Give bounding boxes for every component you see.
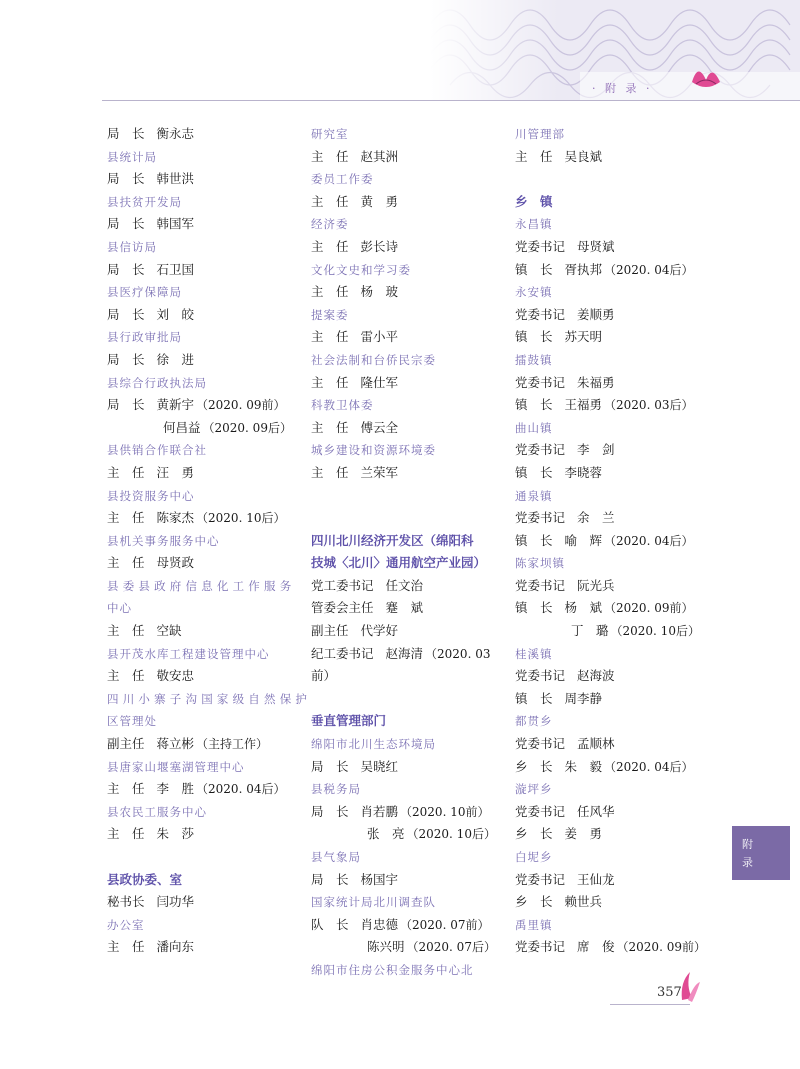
- person-entry: [515, 439, 705, 462]
- person-entry: [515, 597, 705, 620]
- side-tab: [732, 826, 790, 880]
- person-role: 局 长: [311, 803, 349, 819]
- person-entry: [311, 575, 501, 598]
- term-note: （2020. 04后）: [604, 262, 694, 277]
- person-name: 汪 勇: [156, 464, 195, 480]
- org-heading: 办公室: [107, 917, 145, 932]
- section-heading: 垂直管理部门: [311, 713, 387, 729]
- term-note: （2020. 07后）: [406, 940, 496, 955]
- person-role: 主 任: [107, 555, 145, 571]
- person-role: 镇 长: [515, 261, 553, 277]
- person-name: 肖忠德: [360, 916, 399, 932]
- person-role: 副主任: [107, 736, 145, 752]
- person-entry: [311, 462, 501, 485]
- term-note: （2020. 04后）: [604, 759, 694, 774]
- org-heading: 经济委: [311, 217, 349, 232]
- section-heading: 技城〈北川〉通用航空产业园）: [311, 555, 487, 571]
- person-name: 赵海清: [385, 645, 424, 661]
- header-label: · 附 录 ·: [592, 82, 653, 95]
- person-name: 敬安忠: [156, 668, 195, 684]
- person-role: 局 长: [107, 261, 145, 277]
- person-name: 李 剑: [577, 442, 615, 458]
- person-name: 阮光兵: [577, 577, 615, 593]
- person-role: 局 长: [107, 126, 145, 141]
- person-role: 局 长: [107, 351, 145, 367]
- person-entry: [311, 801, 501, 824]
- person-role: 乡 长: [515, 758, 553, 774]
- person-name: 衡永志: [156, 126, 195, 141]
- term-note: （2020. 10后）: [610, 624, 700, 639]
- person-entry: [107, 733, 297, 756]
- person-name: 姜 勇: [564, 826, 603, 842]
- person-entry: [107, 665, 297, 688]
- person-role: 党委书记: [515, 238, 566, 254]
- person-name: 傅云全: [360, 419, 399, 435]
- person-entry: [107, 417, 297, 440]
- person-name: 杨国宇: [360, 871, 399, 887]
- org-heading: 擂鼓镇: [515, 352, 553, 367]
- person-name: 彭长诗: [360, 238, 399, 254]
- person-entry: [311, 281, 501, 304]
- column-2: [311, 123, 501, 982]
- person-role: 主 任: [515, 148, 553, 164]
- section-heading: 县政协委、室: [107, 871, 183, 887]
- person-name: 吴良斌: [564, 148, 603, 164]
- person-role: 局 长: [311, 758, 349, 774]
- person-role: 镇 长: [515, 532, 553, 548]
- person-name: 雷小平: [360, 329, 399, 345]
- person-role: 主 任: [107, 510, 145, 526]
- person-role: 镇 长: [515, 464, 553, 480]
- org-heading: 曲山镇: [515, 420, 553, 435]
- org-heading: 县统计局: [107, 149, 157, 164]
- person-entry: [515, 507, 705, 530]
- person-entry: [107, 259, 297, 282]
- term-note: （2020. 09前）: [604, 601, 694, 616]
- person-entry: [107, 168, 297, 191]
- org-heading: 委员工作委: [311, 172, 374, 187]
- person-entry: [107, 394, 297, 417]
- term-note: （2020. 04后）: [196, 782, 286, 797]
- person-name: 王仙龙: [577, 871, 615, 887]
- org-heading: 区管理处: [107, 714, 157, 729]
- continuation-text: 前）: [311, 668, 337, 684]
- term-note: （2020. 10后）: [196, 511, 286, 526]
- person-role: 镇 长: [515, 600, 553, 616]
- org-heading: 科教卫体委: [311, 398, 374, 413]
- person-name: 朱 莎: [156, 826, 195, 842]
- org-heading: 县农民工服务中心: [107, 804, 207, 819]
- section-heading: 四川北川经济开发区（绵阳科: [311, 532, 474, 548]
- column-1: [107, 123, 312, 959]
- person-role: 主 任: [311, 464, 349, 480]
- person-name: 韩国军: [156, 216, 195, 232]
- person-role: 党委书记: [515, 306, 566, 322]
- person-name: 空缺: [156, 623, 182, 639]
- person-role: 党委书记: [515, 939, 566, 955]
- person-name: 赵其洲: [360, 148, 399, 164]
- person-name: 杨 玻: [360, 284, 399, 300]
- person-role: 主 任: [311, 148, 349, 164]
- person-entry: [515, 372, 705, 395]
- person-entry: [107, 936, 297, 959]
- person-role: 党委书记: [515, 668, 566, 684]
- person-name: 赵海波: [577, 668, 615, 684]
- term-note: （2020. 09前）: [616, 940, 706, 955]
- person-role: 镇 长: [515, 690, 553, 706]
- person-role: 局 长: [107, 171, 145, 187]
- person-entry: [515, 326, 705, 349]
- person-entry: [515, 394, 705, 417]
- header-rule: [102, 100, 800, 101]
- term-note: （主持工作）: [196, 737, 269, 752]
- person-entry: [311, 914, 501, 937]
- person-name: 闫功华: [156, 894, 195, 910]
- person-role: 主 任: [311, 419, 349, 435]
- person-name: 喻 辉: [564, 532, 603, 548]
- person-entry: [515, 259, 705, 282]
- person-name: 孟顺林: [577, 736, 615, 752]
- person-role: 党委书记: [515, 442, 566, 458]
- term-note: （2020. 04后）: [604, 533, 694, 548]
- person-entry: [311, 869, 501, 892]
- org-heading: 县信访局: [107, 239, 157, 254]
- person-name: 母贤斌: [577, 238, 615, 254]
- person-entry: [515, 756, 705, 779]
- person-entry: [515, 891, 705, 914]
- org-heading: 提案委: [311, 307, 349, 322]
- person-name: 赖世兵: [564, 894, 603, 910]
- org-heading: 通泉镇: [515, 488, 553, 503]
- org-heading: 县供销合作联合社: [107, 443, 207, 458]
- person-role: 党委书记: [515, 736, 566, 752]
- org-heading: 川管理部: [515, 127, 565, 141]
- person-entry: [515, 620, 705, 643]
- person-entry: [515, 869, 705, 892]
- org-heading: 白坭乡: [515, 850, 553, 864]
- org-heading: 县综合行政执法局: [107, 375, 207, 390]
- person-entry: [107, 462, 297, 485]
- person-name: 余 兰: [577, 510, 615, 526]
- org-heading: 县行政审批局: [107, 330, 182, 345]
- person-role: 党工委书记: [311, 577, 374, 593]
- person-name: 朱福勇: [577, 374, 615, 390]
- org-heading: 永昌镇: [515, 217, 553, 232]
- org-heading: 县机关事务服务中心: [107, 533, 220, 548]
- side-tab-line-1: 附: [742, 838, 753, 851]
- person-role: 管委会主任: [311, 600, 374, 616]
- person-name: 王福勇: [564, 397, 603, 413]
- person-name: 刘 皎: [156, 306, 195, 322]
- org-heading: 禹里镇: [515, 917, 553, 932]
- org-heading: 文化文史和学习委: [311, 262, 411, 277]
- person-role: 主 任: [311, 374, 349, 390]
- blank-line: [311, 507, 501, 530]
- blank-line: [107, 846, 297, 869]
- person-entry: [515, 936, 705, 959]
- person-role: 主 任: [107, 781, 145, 797]
- person-entry: [107, 620, 297, 643]
- person-entry: [515, 575, 705, 598]
- person-role: 主 任: [107, 826, 145, 842]
- person-role: 主 任: [311, 284, 349, 300]
- term-note: （2020. 03: [425, 646, 491, 661]
- person-entry: [515, 530, 705, 553]
- person-name: 姜顺勇: [577, 306, 615, 322]
- person-name: 兰荣军: [360, 464, 399, 480]
- person-role: 秘书长: [107, 894, 145, 910]
- person-role: 局 长: [107, 306, 145, 322]
- org-heading: 绵阳市住房公积金服务中心北: [311, 962, 474, 977]
- person-name: 石卫国: [156, 261, 195, 277]
- person-name: 杨 斌: [564, 600, 603, 616]
- person-role: 乡 长: [515, 894, 553, 910]
- person-role: 局 长: [311, 871, 349, 887]
- person-entry: [515, 688, 705, 711]
- person-entry: [515, 304, 705, 327]
- org-heading: 城乡建设和资源环境委: [311, 443, 436, 458]
- org-heading: 都贯乡: [515, 714, 553, 729]
- org-heading: 陈家坝镇: [515, 556, 565, 571]
- org-heading: 县投资服务中心: [107, 488, 195, 503]
- person-role: 主 任: [311, 329, 349, 345]
- org-heading: 县医疗保障局: [107, 285, 182, 300]
- person-entry: [311, 326, 501, 349]
- person-name: 韩世洪: [156, 171, 195, 187]
- blank-line: [515, 168, 705, 191]
- person-entry: [107, 349, 297, 372]
- person-name: 张 亮: [367, 826, 405, 842]
- person-name: 母贤政: [156, 555, 195, 571]
- person-entry: [107, 823, 297, 846]
- org-heading: 中心: [107, 601, 132, 616]
- side-tab-line-2: 录: [742, 856, 753, 869]
- person-role: 纪工委书记: [311, 645, 374, 661]
- section-heading: 乡 镇: [515, 193, 553, 209]
- org-heading: 桂溪镇: [515, 646, 553, 661]
- person-entry: [107, 552, 297, 575]
- person-name: 吴晓红: [360, 758, 399, 774]
- person-name: 何昌益: [163, 419, 201, 435]
- person-role: 镇 长: [515, 329, 553, 345]
- person-name: 周李静: [564, 690, 603, 706]
- person-role: 党委书记: [515, 871, 566, 887]
- person-name: 陈兴明: [367, 939, 405, 955]
- person-entry: [311, 756, 501, 779]
- person-role: 主 任: [311, 193, 349, 209]
- person-entry: [311, 936, 501, 959]
- org-heading: 社会法制和台侨民宗委: [311, 352, 436, 367]
- person-entry: [515, 801, 705, 824]
- blank-line: [311, 485, 501, 508]
- person-name: 李 胜: [156, 781, 195, 797]
- person-name: 席 俊: [577, 939, 615, 955]
- person-role: 局 长: [107, 397, 145, 413]
- org-heading: 县扶贫开发局: [107, 194, 182, 209]
- person-entry: [311, 146, 501, 169]
- person-name: 任风华: [577, 803, 615, 819]
- org-heading: 漩坪乡: [515, 782, 553, 797]
- person-entry: [107, 507, 297, 530]
- person-entry: [107, 778, 297, 801]
- person-role: 主 任: [107, 939, 145, 955]
- person-entry: [311, 823, 501, 846]
- person-name: 隆仕军: [360, 374, 399, 390]
- person-role: 局 长: [107, 216, 145, 232]
- person-entry: [311, 236, 501, 259]
- person-entry: [311, 643, 501, 666]
- org-heading: 研究室: [311, 127, 349, 141]
- person-role: 镇 长: [515, 397, 553, 413]
- lotus-icon: [678, 968, 702, 1008]
- person-entry: [311, 191, 501, 214]
- person-entry: [311, 372, 501, 395]
- term-note: （2020. 09后）: [202, 420, 292, 435]
- person-name: 潘向东: [156, 939, 195, 955]
- person-name: 徐 进: [156, 351, 195, 367]
- person-role: 主 任: [311, 238, 349, 254]
- org-heading: 四川小寨子沟国家级自然保护: [107, 691, 312, 706]
- person-entry: [311, 597, 501, 620]
- org-heading: 县唐家山堰塞湖管理中心: [107, 759, 245, 774]
- org-heading: 县开茂水库工程建设管理中心: [107, 646, 270, 661]
- term-note: （2020. 09前）: [196, 398, 286, 413]
- org-heading: 国家统计局北川调查队: [311, 895, 436, 910]
- person-name: 李晓蓉: [564, 464, 603, 480]
- person-entry: [311, 620, 501, 643]
- person-name: 肖若鹏: [360, 803, 399, 819]
- person-name: 蹇 斌: [385, 600, 424, 616]
- person-role: 党委书记: [515, 803, 566, 819]
- org-heading: 永安镇: [515, 285, 553, 300]
- org-heading: 县气象局: [311, 850, 361, 864]
- person-entry: [107, 891, 297, 914]
- person-role: 队 长: [311, 916, 349, 932]
- person-role: 党委书记: [515, 510, 566, 526]
- person-entry: [107, 123, 297, 146]
- person-entry: [107, 304, 297, 327]
- person-entry: [515, 146, 705, 169]
- term-note: （2020. 10前）: [400, 804, 490, 819]
- person-name: 丁 璐: [571, 623, 609, 639]
- person-name: 代学好: [360, 623, 399, 639]
- page-number: 357: [657, 985, 682, 1000]
- term-note: （2020. 03后）: [604, 398, 694, 413]
- person-role: 主 任: [107, 623, 145, 639]
- person-name: 朱 毅: [564, 758, 603, 774]
- person-name: 陈家杰: [156, 510, 195, 526]
- person-name: 胥执邦: [564, 261, 603, 277]
- person-entry: [311, 417, 501, 440]
- person-entry: [515, 236, 705, 259]
- person-role: 主 任: [107, 668, 145, 684]
- person-entry: [515, 462, 705, 485]
- person-entry: [515, 823, 705, 846]
- term-note: （2020. 10后）: [406, 827, 496, 842]
- person-name: 黄新宇: [156, 397, 195, 413]
- column-3: [515, 123, 705, 959]
- term-note: （2020. 07前）: [400, 917, 490, 932]
- person-entry: [515, 665, 705, 688]
- person-role: 副主任: [311, 623, 349, 639]
- org-heading: 绵阳市北川生态环境局: [311, 737, 436, 752]
- person-role: 主 任: [107, 464, 145, 480]
- org-heading: 县委县政府信息化工作服务: [107, 578, 296, 593]
- person-name: 蒋立彬: [156, 736, 195, 752]
- person-name: 任文治: [385, 577, 424, 593]
- blank-line: [311, 688, 501, 711]
- org-heading: 县税务局: [311, 782, 361, 797]
- person-entry: [515, 733, 705, 756]
- person-entry: [107, 213, 297, 236]
- person-role: 党委书记: [515, 577, 566, 593]
- person-name: 黄 勇: [360, 193, 399, 209]
- person-name: 苏天明: [564, 329, 603, 345]
- person-role: 党委书记: [515, 374, 566, 390]
- person-role: 乡 长: [515, 826, 553, 842]
